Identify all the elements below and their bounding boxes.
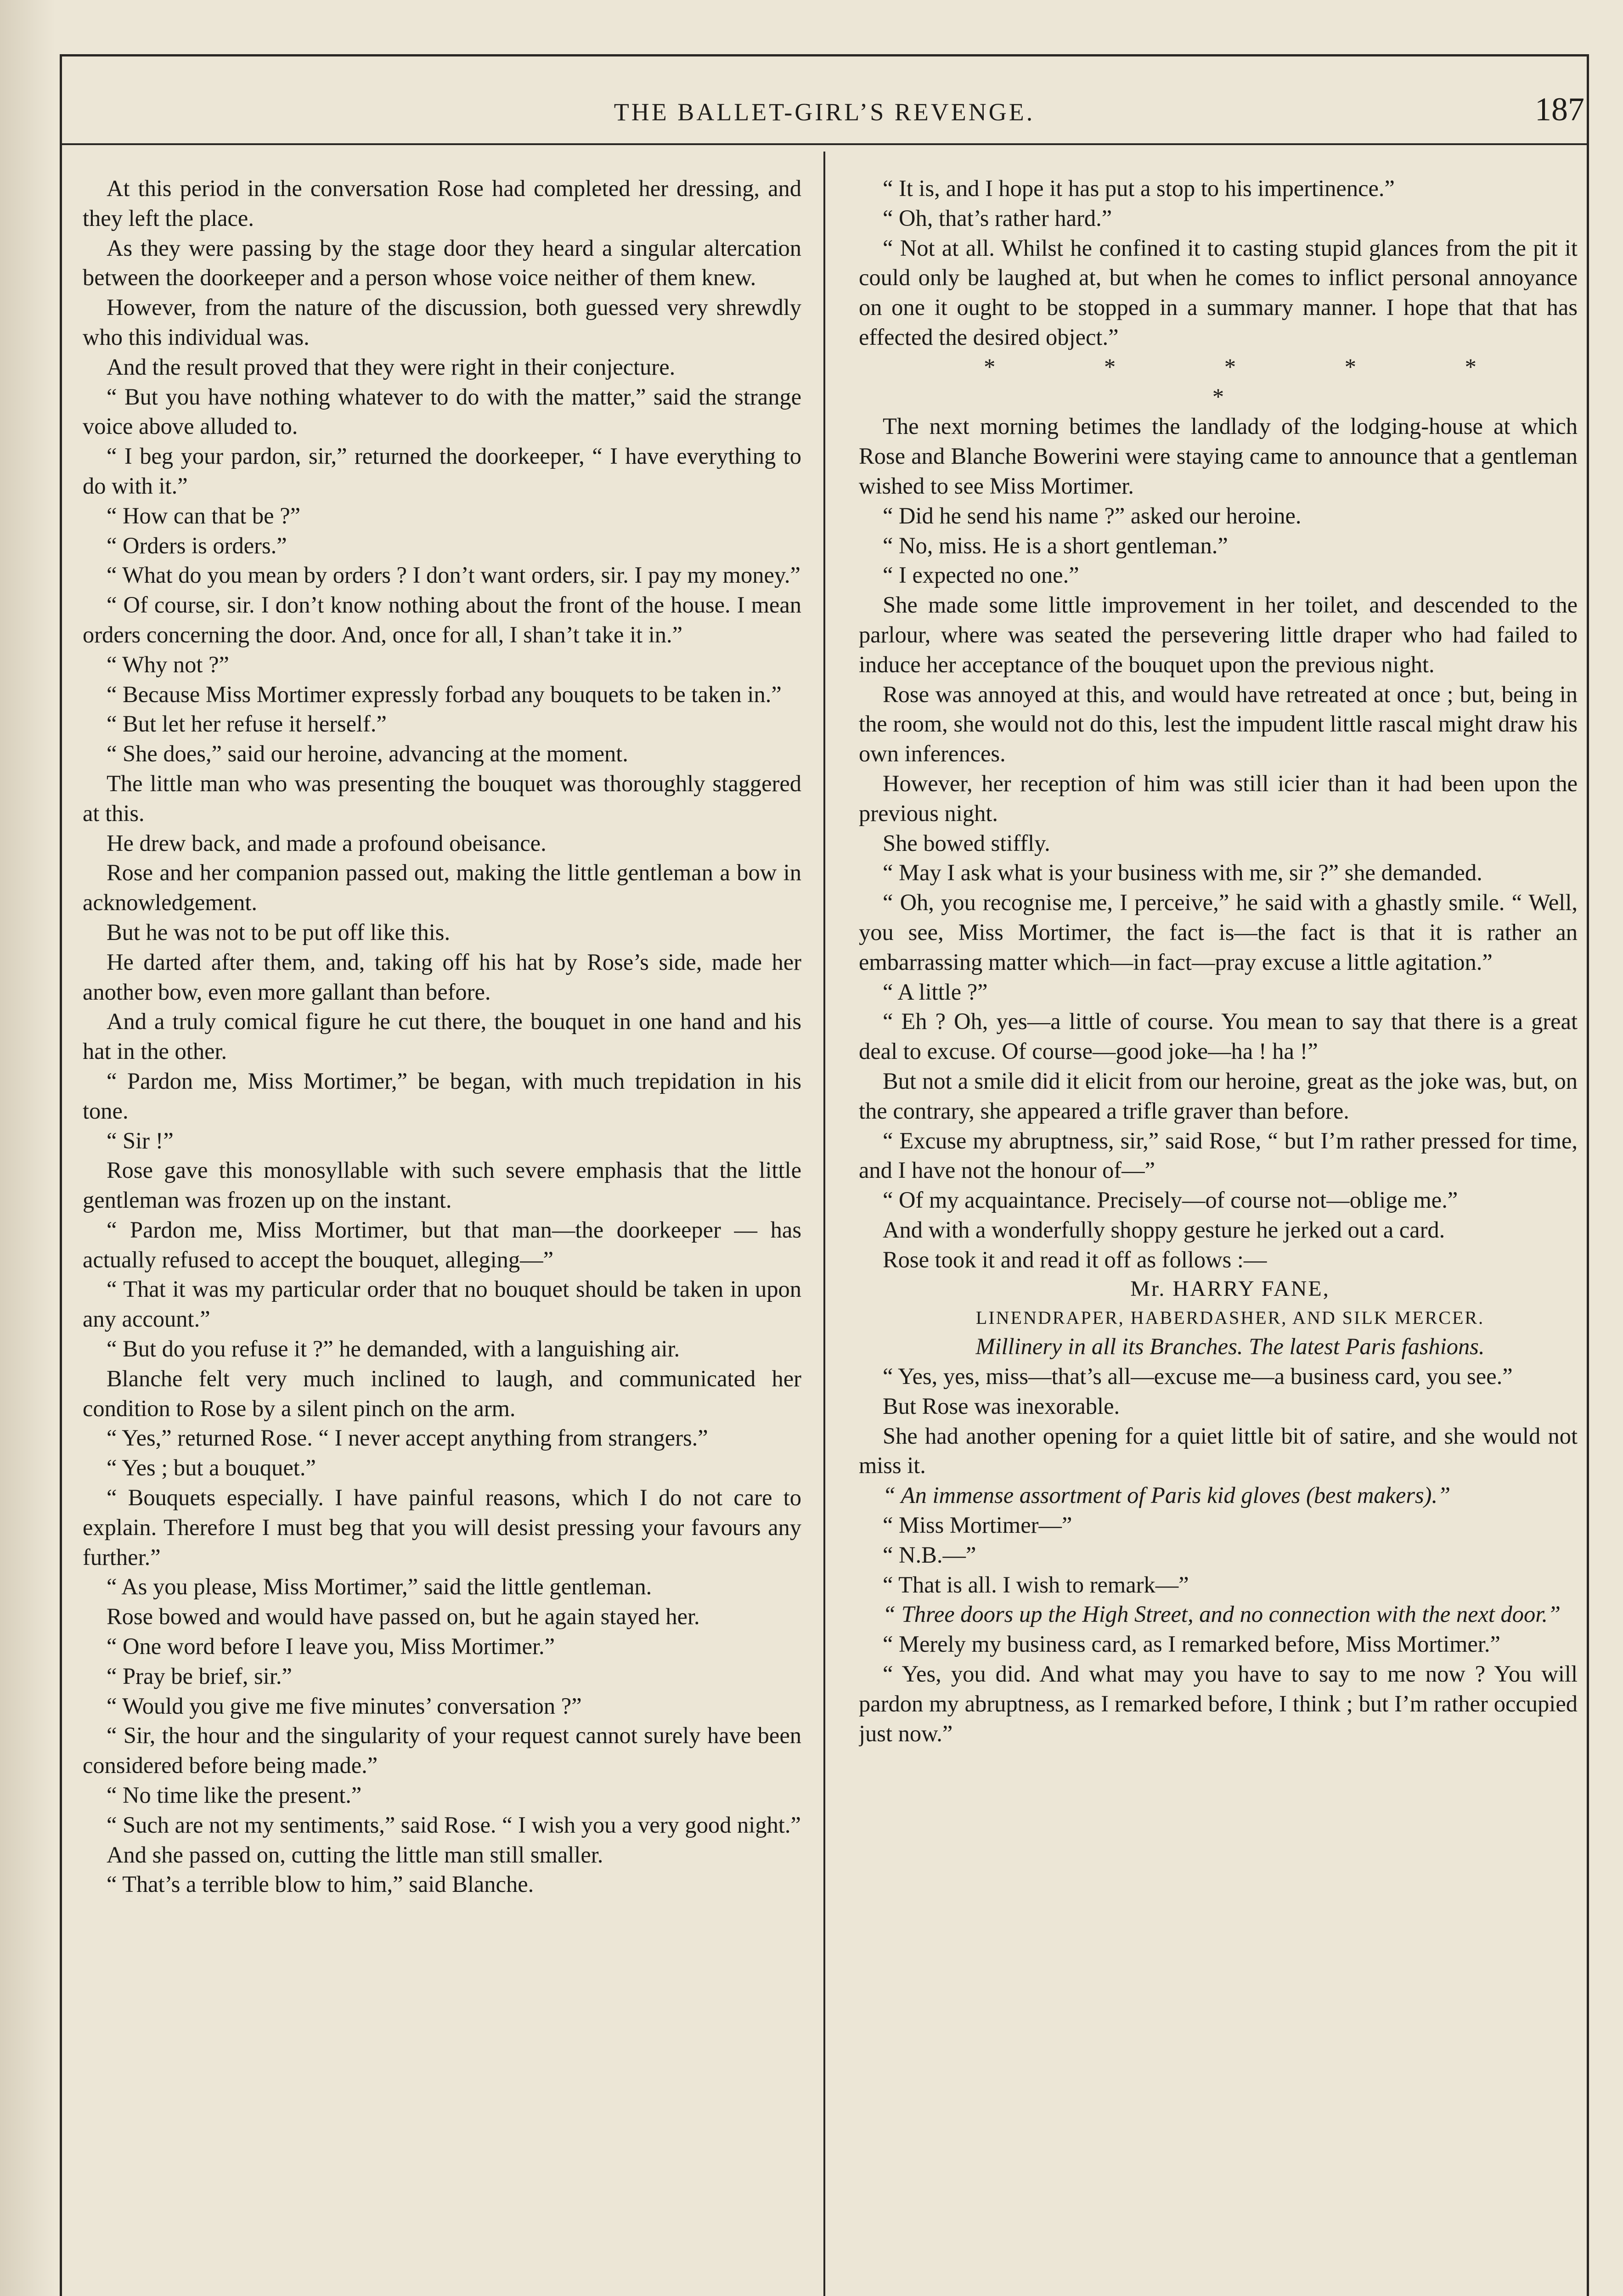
page-spine-shadow xyxy=(0,0,55,2296)
paragraph: Rose took it and read it off as follows :— xyxy=(883,1246,1267,1272)
right-column-bottom xyxy=(859,1362,1578,1748)
paragraph: And with a wonderfully shoppy gesture he jerked out a card. xyxy=(883,1216,1445,1243)
paragraph: As they were passing by the stage door they heard a singular altercation between the doorkeeper and a person whose voice neither of them knew. xyxy=(83,235,801,291)
right-column xyxy=(859,174,1578,2296)
paragraph: “ Pray be brief, sir.” xyxy=(107,1663,292,1689)
paragraph: “ But do you refuse it ?” he demanded, with a languishing air. xyxy=(107,1336,680,1362)
paragraph: She made some little improvement in her toilet, and descended to the parlour, where was seated the persevering little draper who had failed to induce her acceptance of the bouquet upon the previous night. xyxy=(859,592,1578,677)
paragraph: “ Because Miss Mortimer expressly forbad any bouquets to be taken in.” xyxy=(107,681,782,707)
running-head xyxy=(60,91,1589,131)
paragraph: And a truly comical figure he cut there, the bouquet in one hand and his hat in the other. xyxy=(83,1008,801,1064)
paragraph: He darted after them, and, taking off his hat by Rose’s side, made her another bow, even more gallant than before. xyxy=(83,949,801,1005)
paragraph: “ Yes,” returned Rose. “ I never accept anything from strangers.” xyxy=(107,1425,708,1451)
paragraph: But he was not to be put off like this. xyxy=(107,919,451,945)
card-trade: LINENDRAPER, HABERDASHER, AND SILK MERCER. xyxy=(975,1307,1485,1328)
paragraph: “ N.B.—” xyxy=(883,1542,976,1568)
paragraph: “ Excuse my abruptness, sir,” said Rose, “ but I’m rather pressed for time, and I have not the honour of—” xyxy=(859,1127,1578,1183)
paragraph: “ I expected no one.” xyxy=(883,562,1079,588)
paragraph: “ Of course, sir. I don’t know nothing about the front of the house. I mean orders concerning the door. And, once for all, I shan’t take it in.” xyxy=(83,592,801,647)
page-number: 187 xyxy=(1535,91,1584,128)
paragraph: She bowed stiffly. xyxy=(883,830,1050,856)
paragraph: “ Oh, that’s rather hard.” xyxy=(883,205,1112,231)
paragraph: “ How can that be ?” xyxy=(107,502,301,529)
paragraph: “ One word before I leave you, Miss Mortimer.” xyxy=(107,1633,555,1660)
paragraph: “ Merely my business card, as I remarked before, Miss Mortimer.” xyxy=(883,1631,1500,1657)
header-rule xyxy=(60,143,1589,145)
paragraph: Rose bowed and would have passed on, but he again stayed her. xyxy=(107,1604,700,1630)
section-break: * * * * * * xyxy=(984,354,1528,410)
paragraph: “ Yes, yes, miss—that’s all—excuse me—a business card, you see.” xyxy=(883,1363,1513,1390)
paragraph: “ Such are not my sentiments,” said Rose. “ I wish you a very good night.” xyxy=(107,1812,801,1838)
paragraph: However, from the nature of the discussion, both guessed very shrewdly who this individual was. xyxy=(83,294,801,350)
paragraph: Blanche felt very much inclined to laugh, and communicated her condition to Rose by a silent pinch on the arm. xyxy=(83,1365,801,1421)
paragraph: “ But let her refuse it herself.” xyxy=(107,711,387,737)
paragraph: “ Sir !” xyxy=(107,1127,174,1154)
paragraph: She had another opening for a quiet little bit of satire, and she would not miss it. xyxy=(859,1423,1578,1479)
paragraph: Rose was annoyed at this, and would have retreated at once ; but, being in the room, she would not do this, lest the impudent little rascal might draw his own inferences. xyxy=(859,681,1578,767)
paragraph: And she passed on, cutting the little man still smaller. xyxy=(107,1841,603,1868)
paragraph: And the result proved that they were right in their conjecture. xyxy=(107,354,676,380)
paragraph: “ But you have nothing whatever to do with the matter,” said the strange voice above alluded to. xyxy=(83,383,801,439)
paragraph: “ Bouquets especially. I have painful reasons, which I do not care to explain. Therefore I must beg that you will desist pressing your favours any further.” xyxy=(83,1485,801,1570)
paragraph: “ Eh ? Oh, yes—a little of course. You mean to say that there is a great deal to excuse. Of course—good joke—ha ! ha !” xyxy=(859,1008,1578,1064)
paragraph: “ Yes ; but a bouquet.” xyxy=(107,1455,316,1481)
paragraph: However, her reception of him was still icier than it had been upon the previous night. xyxy=(859,770,1578,826)
paragraph: “ I beg your pardon, sir,” returned the doorkeeper, “ I have everything to do with it.” xyxy=(83,443,801,499)
paragraph: The little man who was presenting the bouquet was thoroughly staggered at this. xyxy=(83,770,801,826)
paragraph: “ Why not ?” xyxy=(107,651,229,677)
paragraph: “ What do you mean by orders ? I don’t want orders, sir. I pay my money.” xyxy=(107,562,800,588)
paragraph: Rose and her companion passed out, making the little gentleman a bow in acknowledgement. xyxy=(83,860,801,916)
paragraph: Rose gave this monosyllable with such severe emphasis that the little gentleman was frozen up on the instant. xyxy=(83,1157,801,1213)
paragraph: “ May I ask what is your business with me, sir ?” she demanded. xyxy=(883,860,1482,886)
running-title: THE BALLET-GIRL’S REVENGE. xyxy=(614,98,1035,126)
paragraph: “ She does,” said our heroine, advancing at the moment. xyxy=(107,741,628,767)
paragraph: “ It is, and I hope it has put a stop to his impertinence.” xyxy=(883,175,1395,201)
paragraph: The next morning betimes the landlady of the lodging-house at which Rose and Blanche Bowerini were staying came to announce that a gentleman wished to see Miss Mortimer. xyxy=(859,413,1578,499)
paragraph: “ No, miss. He is a short gentleman.” xyxy=(883,532,1228,558)
paragraph: “ A little ?” xyxy=(883,979,988,1005)
paragraph: “ Oh, you recognise me, I perceive,” he said with a ghastly smile. “ Well, you see, Miss Mortimer, the fact is—the fact is that it is rather an embarrassing matter which—in fact—pray excuse a little agitation.” xyxy=(859,889,1578,975)
paragraph: “ Not at all. Whilst he confined it to casting stupid glances from the pit it could only be laughed at, but when he comes to inflict personal annoyance on one it ought to be stopped in a summary manner. I hope that that has effected the desired object.” xyxy=(859,235,1578,350)
paragraph: “ That it was my particular order that no bouquet should be taken in upon any account.” xyxy=(83,1276,801,1332)
paragraph: But Rose was inexorable. xyxy=(883,1393,1120,1419)
paragraph: “ That’s a terrible blow to him,” said Blanche. xyxy=(107,1871,534,1897)
paragraph: At this period in the conversation Rose had completed her dressing, and they left the place. xyxy=(83,175,801,231)
paragraph: But not a smile did it elicit from our heroine, great as the joke was, but, on the contrary, she appeared a trifle graver than before. xyxy=(859,1068,1578,1124)
paragraph: “ That is all. I wish to remark—” xyxy=(883,1571,1189,1598)
paragraph: “ Three doors up the High Street, and no connection with the next door.” xyxy=(883,1601,1561,1627)
paragraph: “ Yes, you did. And what may you have to say to me now ? You will pardon my abruptness, as I remarked before, I think ; but I’m rather occupied just now.” xyxy=(859,1661,1578,1746)
paragraph: He drew back, and made a profound obeisance. xyxy=(107,830,547,856)
paragraph: “ Would you give me five minutes’ conversation ?” xyxy=(107,1693,582,1719)
paragraph: “ Did he send his name ?” asked our heroine. xyxy=(883,502,1302,529)
column-divider xyxy=(823,152,825,2296)
paragraph: “ No time like the present.” xyxy=(107,1782,362,1808)
left-column xyxy=(83,174,801,2296)
paragraph: “ Miss Mortimer—” xyxy=(883,1512,1072,1538)
right-column-middle xyxy=(859,411,1578,1274)
paragraph: “ Pardon me, Miss Mortimer,” be began, with much trepidation in his tone. xyxy=(83,1068,801,1124)
card-motto: Millinery in all its Branches. The latest Paris fashions. xyxy=(975,1334,1485,1360)
paragraph: “ An immense assortment of Paris kid gloves (best makers).” xyxy=(883,1482,1451,1508)
paragraph: “ Of my acquaintance. Precisely—of course not—oblige me.” xyxy=(883,1187,1458,1213)
card-name: Mr. HARRY FANE, xyxy=(1130,1277,1330,1301)
right-column-top xyxy=(859,174,1578,352)
paragraph: “ As you please, Miss Mortimer,” said the little gentleman. xyxy=(107,1574,652,1600)
paragraph: “ Orders is orders.” xyxy=(107,532,287,558)
business-card xyxy=(859,1274,1578,1362)
paragraph: “ Sir, the hour and the singularity of your request cannot surely have been considered before being made.” xyxy=(83,1722,801,1778)
paragraph: “ Pardon me, Miss Mortimer, but that man—the doorkeeper — has actually refused to accept the bouquet, alleging—” xyxy=(83,1216,801,1272)
